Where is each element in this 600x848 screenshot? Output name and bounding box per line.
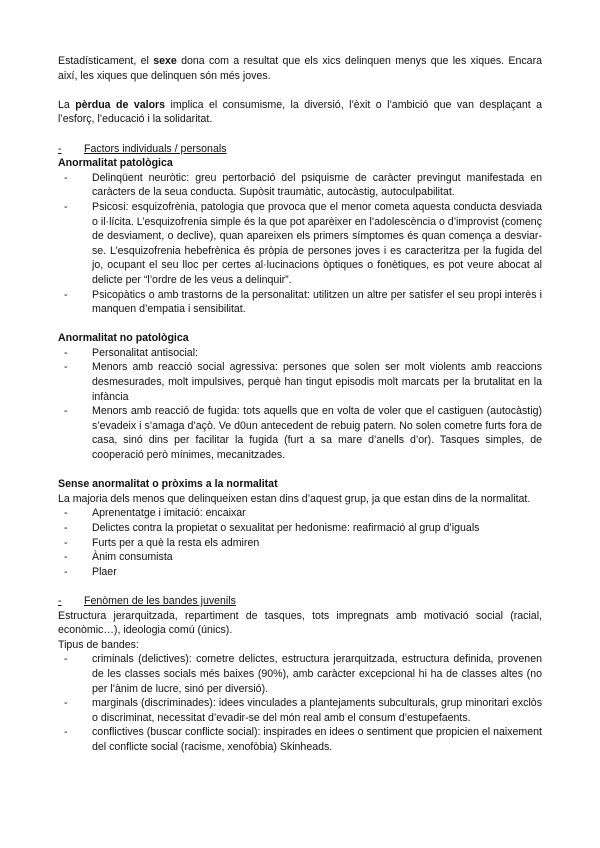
bold-term: pèrdua de valors xyxy=(75,98,166,111)
document-page xyxy=(58,54,542,755)
gangs-structure-paragraph: Estructura jerarquitzada, repartiment de tasques, tots impregnats amb motivació social (racial, econòmic…), ideologia comú (únics). xyxy=(58,609,542,637)
intro-paragraph-sex xyxy=(58,54,542,83)
non-pathological-list xyxy=(58,346,542,463)
list-item: - Menors amb reacció de fugida: tots aquells que en volta de voler que el castiguen (autocàstig) s’evadeix i s’amaga d’açò. Ve d0un antecedent de rebuig patern. No solen cometre furts fora de casa, sinó dins per facilitar la fugida (furt a sa mare d’anells d’or). Tasques simples, de cooperació però mínimes, mecanitzades. xyxy=(58,404,542,462)
list-item: - Menors amb reacció social agressiva: persones que solen ser molt violents amb reaccions desmesurades, molt impulsives, perquè han tingut episodis molt marcats per la brutalitat en la infància xyxy=(58,360,542,404)
list-item: - marginals (discriminades): idees vinculades a plantejaments subculturals, grup minoritari exclòs o discriminat, necessitat d’evadir-se del món real amb el consum d’estupefaents. xyxy=(58,696,542,725)
list-item: - Aprenentatge i imitació: encaixar xyxy=(58,506,542,521)
list-item: - Ànim consumista xyxy=(58,550,542,565)
bold-term: sexe xyxy=(153,55,177,67)
subheading-normality: Sense anormalitat o pròxims a la normalitat xyxy=(58,478,278,491)
list-item: - Delictes contra la propietat o sexualitat per hedonisme: reafirmació al grup d’iguals xyxy=(58,521,542,536)
heading-text: Factors individuals / personals xyxy=(84,142,227,155)
text-run: La xyxy=(58,98,76,111)
text-run: Estadísticament, el xyxy=(58,55,154,67)
gang-types-list xyxy=(58,652,542,754)
list-item: - Delinqüent neuròtic: greu pertorbació del psiquisme de caràcter previngut manifestada en caràcters de la seua conducta. Supòsit traumàtic, autocàstig, autoculpabilitat. xyxy=(58,171,542,200)
list-item: - conflictives (buscar conflicte social): inspirades en idees o sentiment que propicien el naixement del conflicte social (racisme, xenofòbia) Skinheads. xyxy=(58,725,542,754)
list-item: - Psicopàtics o amb trastorns de la personalitat: utilitzen un altre per satisfer el seu propi interès i manquen d’empatia i sensibilitat. xyxy=(58,288,542,317)
section-heading-youth-gangs xyxy=(58,594,542,609)
text-run: implica el consumisme, la diversió, l’èxit o l’ambició que van desplaçant a l’esforç, l’educació i la solidaritat. xyxy=(58,98,543,126)
text-run: dona com a resultat que els xics delinquen menys que les xiques. Encara així, les xiques que delinquen són més joves. xyxy=(58,55,542,82)
normality-list xyxy=(58,506,542,579)
list-item: - Plaer xyxy=(58,565,542,580)
subheading-pathological: Anormalitat patològica xyxy=(58,157,173,170)
heading-dash: - xyxy=(58,142,62,155)
heading-text: Fenòmen de les bandes juvenils xyxy=(84,594,236,607)
list-item: - Personalitat antisocial: xyxy=(58,346,542,361)
subheading-non-pathological: Anormalitat no patològica xyxy=(58,332,189,345)
list-item: - criminals (delictives): cometre delictes, estructura jerarquitzada, estructura definida, provenen de les classes socials més baixes (90%), amb caràcter excepcional hi ha de classes altes (no per l’ànim de lucre, sinó per diversió). xyxy=(58,652,542,696)
list-item: - Psicosi: esquizofrènia, patologia que provoca que el menor cometa aquesta conducta desviada o il·lícita. L’esquizofrenia simple és la que pot aparèixer en l’adolescència o d’improvist (començ de desviament, o declive), quan apareixen els primers símptomes és quan comença a desviar-se. L’esquizofrenia hebefrènica és pròpia de persones joves i es caracteritza per la fugida del jo, ocupant el seu lloc per certes al·lucinacions òptiques o fonètiques, es pot veure abocat al delicte per “l’ordre de les veus a delinquir”. xyxy=(58,200,542,288)
section-heading-individual-factors xyxy=(58,142,542,157)
normality-paragraph: La majoria dels menos que delinqueixen estan dins d’aquest grup, ja que estan dins de la normalitat. xyxy=(58,492,531,505)
intro-paragraph-values xyxy=(58,98,542,127)
pathological-list xyxy=(58,171,542,317)
heading-dash: - xyxy=(58,594,62,607)
gang-types-label: Tipus de bandes: xyxy=(58,638,139,651)
list-item: - Furts per a què la resta els admiren xyxy=(58,536,542,551)
